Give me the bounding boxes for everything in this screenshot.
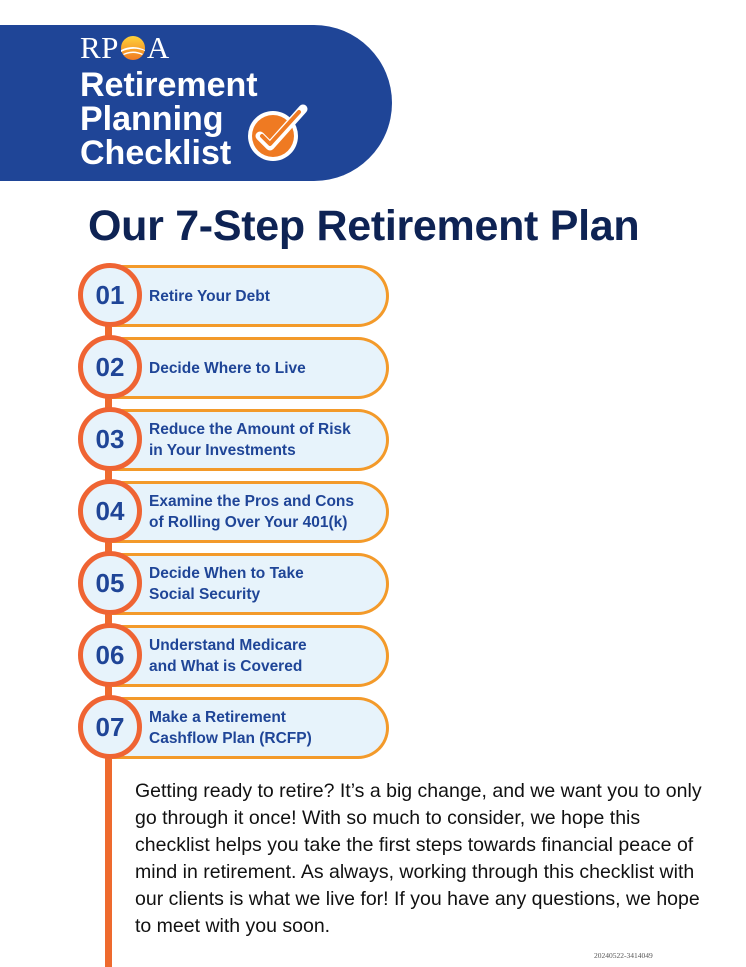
step-label: Decide When to Take Social Security [149, 565, 304, 603]
step-label: Make a Retirement Cashflow Plan (RCFP) [149, 709, 312, 747]
logo-text-right: A [146, 30, 170, 65]
step-number: 02 [78, 335, 142, 399]
header-title-line-1: Retirement [80, 66, 258, 104]
document-code: 20240522-3414049 [594, 951, 653, 960]
step-label: Decide Where to Live [149, 359, 306, 377]
step-number: 03 [78, 407, 142, 471]
step-number: 07 [78, 695, 142, 759]
checkmark-circle-icon [245, 103, 309, 165]
step-label: Understand Medicare and What is Covered [149, 637, 307, 675]
header-title-line-2: Planning [80, 100, 224, 138]
step-label: Reduce the Amount of Risk in Your Investments [149, 421, 351, 459]
header-title [80, 68, 270, 170]
sun-horizon-icon [120, 35, 146, 61]
step-item [78, 625, 392, 687]
logo-text-left: RP [80, 30, 119, 65]
step-number: 01 [78, 263, 142, 327]
intro-paragraph: Getting ready to retire? It’s a big change, and we want you to only go through it once! With so much to consider, we hope this checklist helps you take the first steps towards financial peace of mind in retirement. As always, working through this checklist with our clients is what we live for! If you have any questions, we hope to meet with you soon. [135, 780, 702, 937]
step-item [78, 337, 392, 399]
step-number: 04 [78, 479, 142, 543]
step-number: 05 [78, 551, 142, 615]
step-item [78, 697, 392, 759]
step-label: Retire Your Debt [149, 287, 270, 305]
step-item [78, 409, 392, 471]
step-item [78, 265, 392, 327]
step-item [78, 553, 392, 615]
rpoa-logo [80, 32, 170, 64]
step-number: 06 [78, 623, 142, 687]
header-title-line-3: Checklist [80, 134, 232, 172]
step-label: Examine the Pros and Cons of Rolling Over Your 401(k) [149, 493, 354, 531]
step-item [78, 481, 392, 543]
page-title: Our 7-Step Retirement Plan [88, 202, 640, 250]
